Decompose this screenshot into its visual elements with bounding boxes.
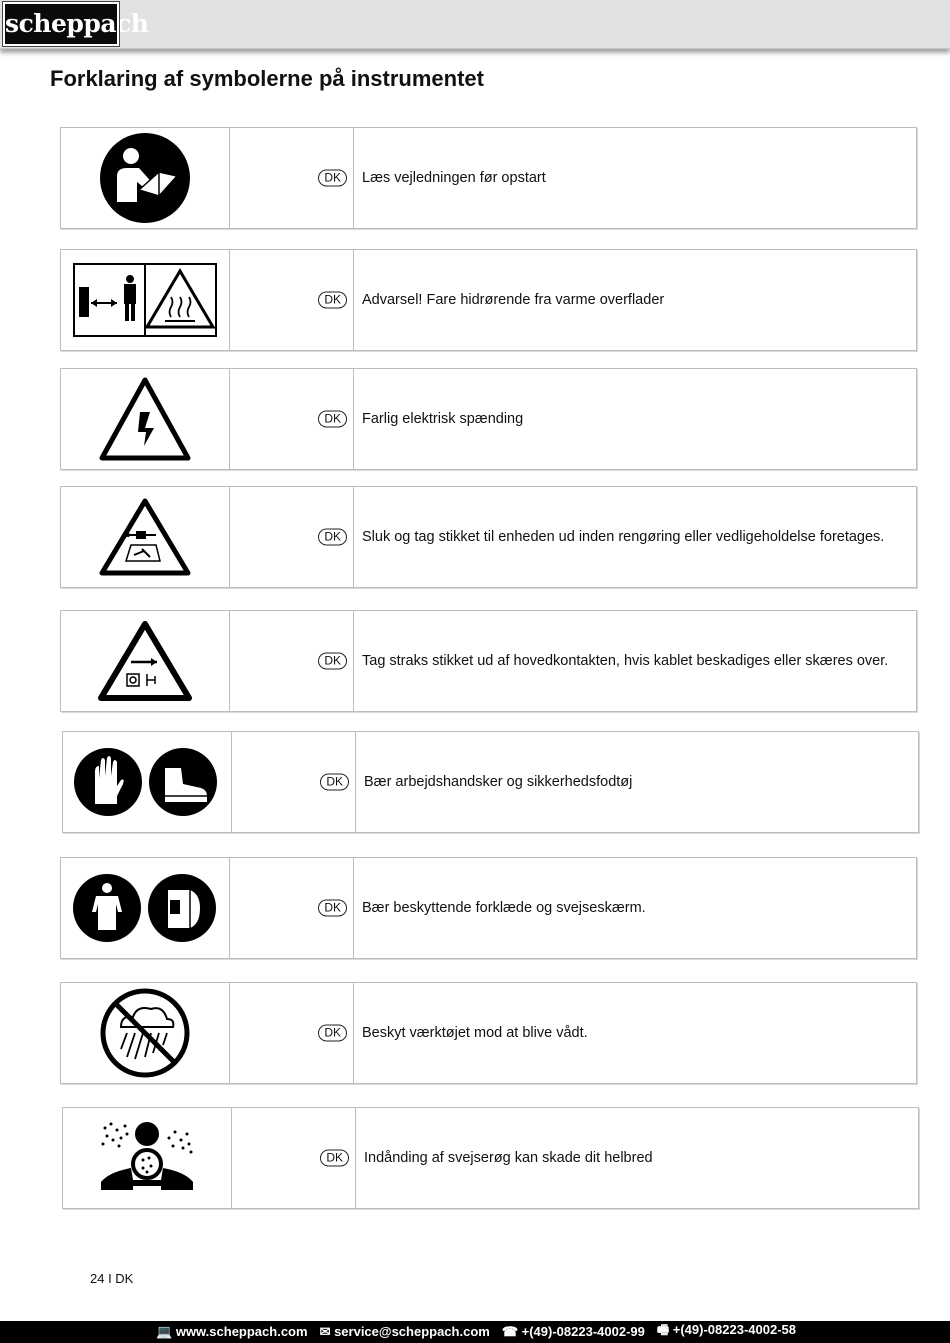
symbol-row (60, 610, 917, 712)
symbol-description: Tag straks stikket ud af hovedkontakten, hvis kablet beskadiges eller skæres over. (362, 653, 889, 669)
language-badge: DK (318, 411, 347, 428)
electric-voltage-warning-icon (98, 376, 192, 462)
symbol-cell (63, 1108, 232, 1208)
symbol-cell (63, 732, 232, 832)
phone-number: ☎ +(49)-08223-4002-99 (501, 1324, 645, 1339)
symbol-row (60, 982, 917, 1084)
language-badge: DK (320, 774, 349, 791)
language-badge: DK (318, 653, 347, 670)
symbol-cell (61, 250, 230, 350)
symbol-description: Indånding af svejserøg kan skade dit helbred (364, 1150, 653, 1166)
symbol-row (62, 1107, 919, 1209)
symbol-description: Advarsel! Fare hidrørende fra varme overflader (362, 292, 665, 308)
symbol-row (60, 127, 917, 229)
symbol-cell (61, 487, 230, 587)
page-title: Forklaring af symbolerne på instrumentet (50, 66, 484, 91)
header-bar (0, 0, 950, 49)
symbol-cell (61, 858, 230, 958)
read-manual-icon (99, 132, 191, 224)
symbol-description: Bær beskyttende forklæde og svejseskærm. (362, 900, 646, 916)
welding-fumes-icon (99, 1118, 195, 1198)
fax-number: 🖷 +(49)-08223-4002-58 (656, 1322, 796, 1337)
language-badge: DK (318, 529, 347, 546)
symbol-row (60, 249, 917, 351)
symbol-row (60, 368, 917, 470)
language-badge: DK (318, 170, 347, 187)
symbol-cell (61, 611, 230, 711)
symbol-description: Bær arbejdshandsker og sikkerhedsfodtøj (364, 774, 633, 790)
email-link[interactable]: ✉ service@scheppach.com (319, 1324, 490, 1339)
unplug-before-maintenance-icon (98, 497, 192, 577)
footer-bar (0, 1321, 950, 1343)
scheppach-logo: scheppach (3, 2, 119, 46)
language-badge: DK (318, 292, 347, 309)
website-link[interactable]: 💻 www.scheppach.com (156, 1324, 308, 1339)
gloves-and-boots-icon (73, 746, 221, 818)
page-number: 24 I DK (90, 1271, 134, 1286)
hot-surface-warning-icon (73, 263, 217, 337)
symbol-description: Læs vejledningen før opstart (362, 170, 546, 186)
language-badge: DK (318, 900, 347, 917)
apron-and-welding-shield-icon (72, 872, 218, 944)
unplug-damaged-cable-icon (97, 620, 193, 702)
symbol-description: Beskyt værktøjet mod at blive vådt. (362, 1025, 588, 1041)
symbol-description: Farlig elektrisk spænding (362, 411, 524, 427)
language-badge: DK (320, 1150, 349, 1167)
symbol-cell (61, 369, 230, 469)
symbol-row (60, 486, 917, 588)
symbol-cell (61, 128, 230, 228)
symbol-row (62, 731, 919, 833)
symbol-row (60, 857, 917, 959)
symbol-description: Sluk og tag stikket til enheden ud inden rengøring eller vedligeholdelse foretages. (362, 529, 885, 545)
symbol-cell (61, 983, 230, 1083)
language-badge: DK (318, 1025, 347, 1042)
no-rain-icon (99, 987, 191, 1079)
